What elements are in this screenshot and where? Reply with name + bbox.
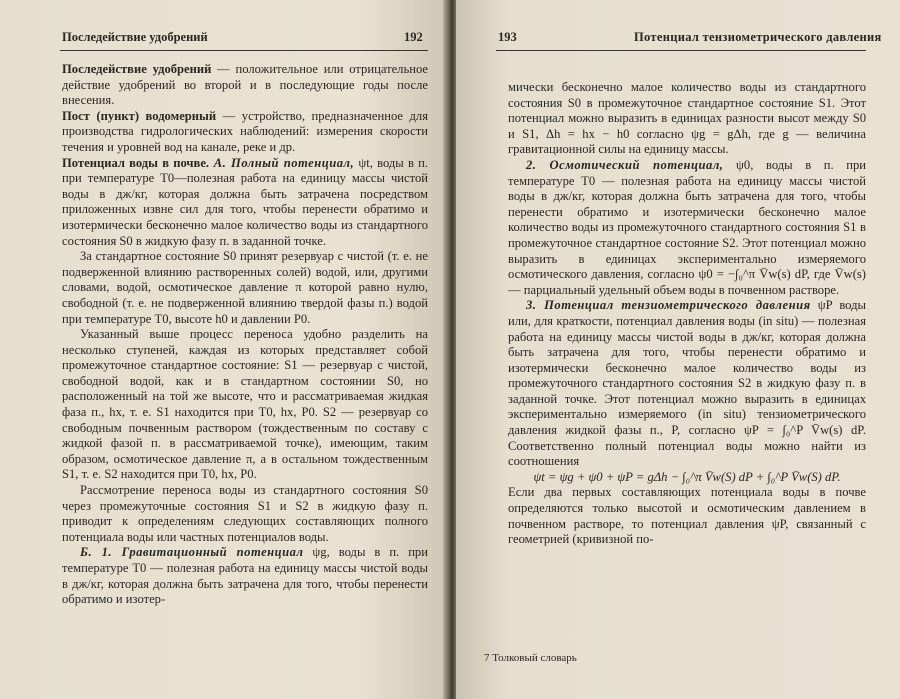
right-page-number: 193 (498, 30, 517, 44)
paragraph-components: Рассмотрение переноса воды из стандартного состояния S0 через промежуточные состояния S1 и S2 в жидкую фазу п. приводит к определениям следующих составляющих полного потенциала воды или частных потенциалов воды. (62, 483, 428, 544)
left-page-number: 192 (404, 30, 423, 44)
right-body-text (508, 80, 866, 548)
paragraph-osmotic: 2. Осмотический потенциал, ψ0, воды в п. при температуре T0 — полезная работа на единицу массы чистой воды в дж/кг, которая должна быть затрачена для того, чтобы перенести обратимо и изотермически бесконечно малое количество воды из промежуточного стандартного состояния S1 в промежуточное стандартное состояние S2. Этот потенциал можно выразить в единицах экспериментально измеряемого осмотического давления, согласно ψ0 = −∫₀^π V̄w(s) dP, где V̄w(s) — парциальный удельный объем воды в почвенном растворе. (508, 157, 866, 297)
right-running-header: Потенциал тензиометрического давления (634, 30, 882, 44)
paragraph-conclusion: Если два первых составляющих потенциала воды в почве определяются только высотой и осмотическим давлением в почвенном растворе, то потенциал давления ψP, связанный с геометрией (кривизной по- (508, 485, 866, 547)
right-page (456, 0, 900, 699)
entry-gauging-post: Пост (пункт) водомерный — устройство, предназначенное для производства гидрологических наблюдений: измерения скорости течения и уровней вод на канале, реке и др. (62, 108, 428, 154)
left-header-rule (60, 50, 428, 51)
paragraph-gravitational-cont: мически бесконечно малое количество воды из стандартного состояния S0 в промежуточное стандартное состояние S1. Этот потенциал можно выразить в единицах разности высот между S0 и S1, Δh = hx − h0 согласно ψg = gΔh, где g — величина гравитационной силы на единицу массы. (508, 80, 866, 157)
left-running-header: Последействие удобрений (62, 30, 208, 44)
right-header-rule (496, 50, 866, 51)
left-body-text (62, 62, 428, 608)
paragraph-standard-state: За стандартное состояние S0 принят резервуар с чистой (т. е. не подверженной влиянию растворенных солей) водой, или, другими словами, водой, осмотическое давление π которой равно нулю, свободной (т. е. не подверженной влиянию твердой фазы п.) водой при температуре T0, высоте h0 и давлении P0. (62, 249, 428, 326)
total-potential-formula: ψt = ψg + ψ0 + ψP = gΔh − ∫₀^π V̄w(S) dP + ∫₀^P V̄w(S) dP. (533, 469, 841, 484)
paragraph-gravitational: Б. 1. Гравитационный потенциал ψg, воды в п. при температуре T0 — полезная работа на единицу массы чистой воды в дж/кг, которая должна быть затрачена для того, чтобы перенести обратимо и изотер- (62, 545, 428, 607)
paragraph-transfer-steps: Указанный выше процесс переноса удобно разделить на несколько ступеней, каждая из которых представляет собой промежуточное стандартное состояние: S1 — резервуар с чистой, свободной водой, как и в стандартном состоянии S0, но расположенный на той же высоте, что и рассматриваемая жидкая фаза п., hx, т. е. S1 находится при T0, hx, P0. S2 — резервуар со свободным почвенным раствором (тождественным по составу с жидкой фазой п. в рассматриваемой точке), имеющим, таким образом, осмотическое давление π, а в остальном тождественным S1, т. е. S2 находится при T0, hx, P0. (62, 327, 428, 482)
right-footer-signature: 7 Толковый словарь (484, 652, 577, 664)
left-page (0, 0, 446, 699)
entry-post-effect: Последействие удобрений — положительное или отрицательное действие удобрений во второй и в последующие годы после внесения. (62, 62, 428, 108)
paragraph-tensiometric: 3. Потенциал тензиометрического давления ψP воды или, для краткости, потенциал давления воды (in situ) — полезная работа на единицу массы чистой воды в дж/кг, которая должна быть затрачена для того, чтобы перенести обратимо и изотермически бесконечно малое количество воды из промежуточного стандартного состояния S2 в жидкую фазу п. в заданной точке. Этот потенциал можно выразить в единицах экспериментально измеряемого (in situ) тензиометрического давления жидкой фазы п., P, согласно ψP = ∫₀^P V̄w(s) dP. Соответственно полный потенциал воды можно найти из соотношения (508, 298, 866, 469)
entry-soil-water-potential: Потенциал воды в почве. А. Полный потенциал, ψt, воды в п. при температуре T0—полезная работа на единицу массы чистой воды в дж/кг, которая должна быть затрачена посредством приложенных извне сил для того, чтобы перенести обратимо и изотермически бесконечно малое количество воды из стандартного состояния S0 в жидкую фазу п. в заданной точке. (62, 155, 428, 248)
